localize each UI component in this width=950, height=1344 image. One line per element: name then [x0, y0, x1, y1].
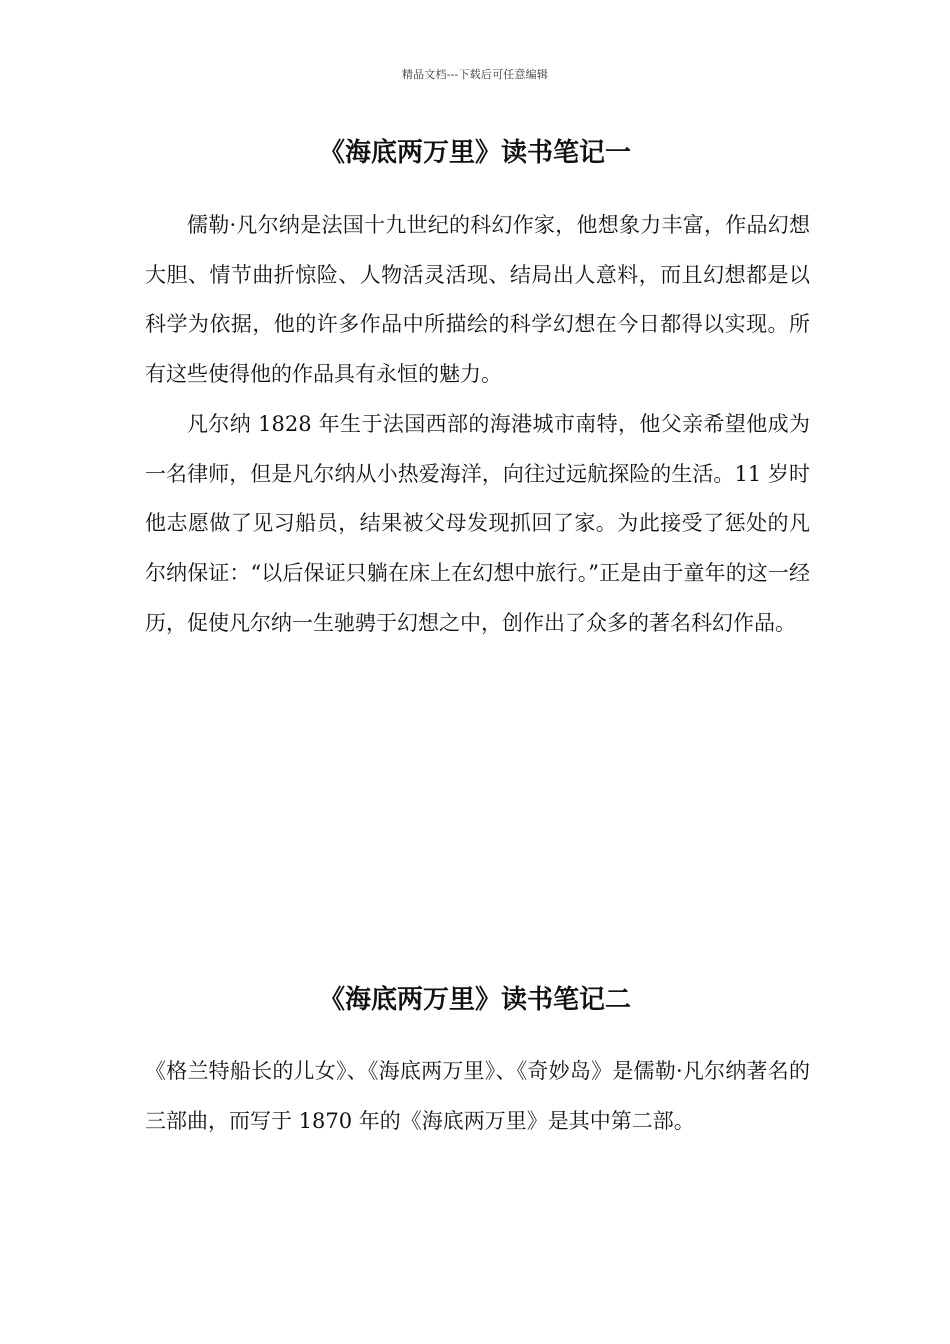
- section-1-paragraph-2: 凡尔纳 1828 年生于法国西部的海港城市南特，他父亲希望他成为一名律师，但是凡尔纳从小热爱海洋，向往过远航探险的生活。11 岁时他志愿做了见习船员，结果被父母发现抓回了家。为此接受了惩处的凡尔纳保证：“以后保证只躺在床上在幻想中旅行。”正是由于童年的这一经历，促使凡尔纳一生驰骋于幻想之中，创作出了众多的著名科幻作品。: [145, 412, 810, 635]
- section-2-paragraph-1: 《格兰特船长的儿女》、《海底两万里》、《奇妙岛》是儒勒·凡尔纳著名的三部曲，而写于 1870 年的《海底两万里》是其中第二部。: [145, 1059, 810, 1133]
- section-title-2: 《海底两万里》读书笔记二: [318, 985, 631, 1015]
- section-title-1: 《海底两万里》读书笔记一: [318, 138, 631, 168]
- section-1-paragraph-1: 儒勒·凡尔纳是法国十九世纪的科幻作家，他想象力丰富，作品幻想大胆、情节曲折惊险、人物活灵活现、结局出人意料，而且幻想都是以科学为依据，他的许多作品中所描绘的科学幻想在今日都得以实现。所有这些使得他的作品具有永恒的魅力。: [145, 213, 810, 387]
- page-header-note: 精品文档---下载后可任意编辑: [401, 68, 549, 81]
